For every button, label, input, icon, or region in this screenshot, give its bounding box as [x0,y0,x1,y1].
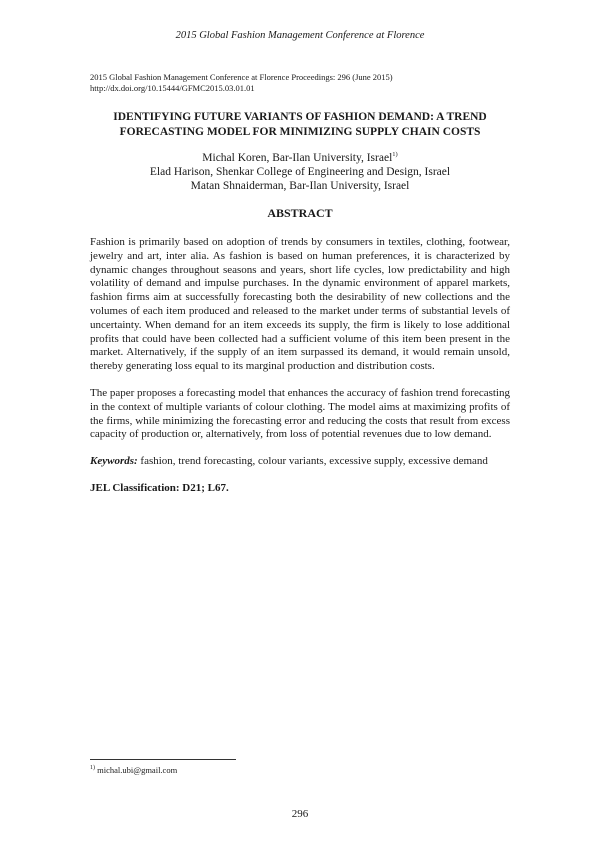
abstract-paragraph: Fashion is primarily based on adoption of trends by consumers in textiles, clothing, footwear, jewelry and art, inter alia. As fashion is based on human preferences, it is characterized by dynamic changes throughout seasons and years, short life cycles, low predictability and high volatility of demand and impulse purchases. In the dynamic environment of apparel markets, fashion firms aim at successfully forecasting both the desirability of new collections and the volumes of each item produced and released to the market under terms of substantial levels of uncertainty. When demand for an item exceeds its supply, the firm is likely to lose additional profits that could have been collected had a sufficient volume of this item been present in the market. Alternatively, if the supply of an item surpassed its demand, it would remain unsold, thereby generating loss equal to its marginal production and distribution costs. [90,236,510,373]
page-number: 296 [291,808,309,820]
proceedings-citation: 2015 Global Fashion Management Conference at Florence Proceedings: 296 (June 2015) [90,72,393,82]
abstract-paragraph: The paper proposes a forecasting model that enhances the accuracy of fashion trend forecasting in the context of multiple variants of colour clothing. The model aims at maximizing profits of the firms, while minimizing the forecasting error and reducing the costs that result from excess capacity of production or, alternatively, from loss of potential revenues due to low demand. [90,386,510,441]
footnote-mark: 1) [90,765,95,771]
paper-title [60,110,540,140]
keywords-label: Keywords: [90,455,138,468]
doi-link[interactable]: http://dx.doi.org/10.15444/GFMC2015.03.01.01 [90,83,255,93]
author-affiliation: Michal Koren, Bar-Ilan University, Israel [202,152,393,164]
abstract-heading: ABSTRACT [267,206,333,220]
footnote-divider [90,759,236,760]
proceedings-info [90,72,520,94]
keywords-text: fashion, trend forecasting, colour variants, excessive supply, excessive demand [140,455,488,468]
footnote-marker: 1) [392,151,398,158]
footnote [90,765,510,775]
jel-classification: JEL Classification: D21; L67. [90,481,229,494]
author-line: Matan Shnaiderman, Bar-Ilan University, Israel [190,180,410,192]
abstract-body [90,236,510,509]
footnote-email[interactable]: michal.ubi@gmail.com [97,765,178,775]
paper-title-line-1: IDENTIFYING FUTURE VARIANTS OF FASHION DEMAND: A TREND [113,111,487,123]
author-line [60,151,540,165]
keywords [90,455,510,469]
running-header: 2015 Global Fashion Management Conference at Florence [175,30,425,41]
author-line: Elad Harison, Shenkar College of Engineering and Design, Israel [149,166,451,178]
author-list [60,151,540,193]
paper-title-line-2: FORECASTING MODEL FOR MINIMIZING SUPPLY CHAIN COSTS [119,126,481,138]
